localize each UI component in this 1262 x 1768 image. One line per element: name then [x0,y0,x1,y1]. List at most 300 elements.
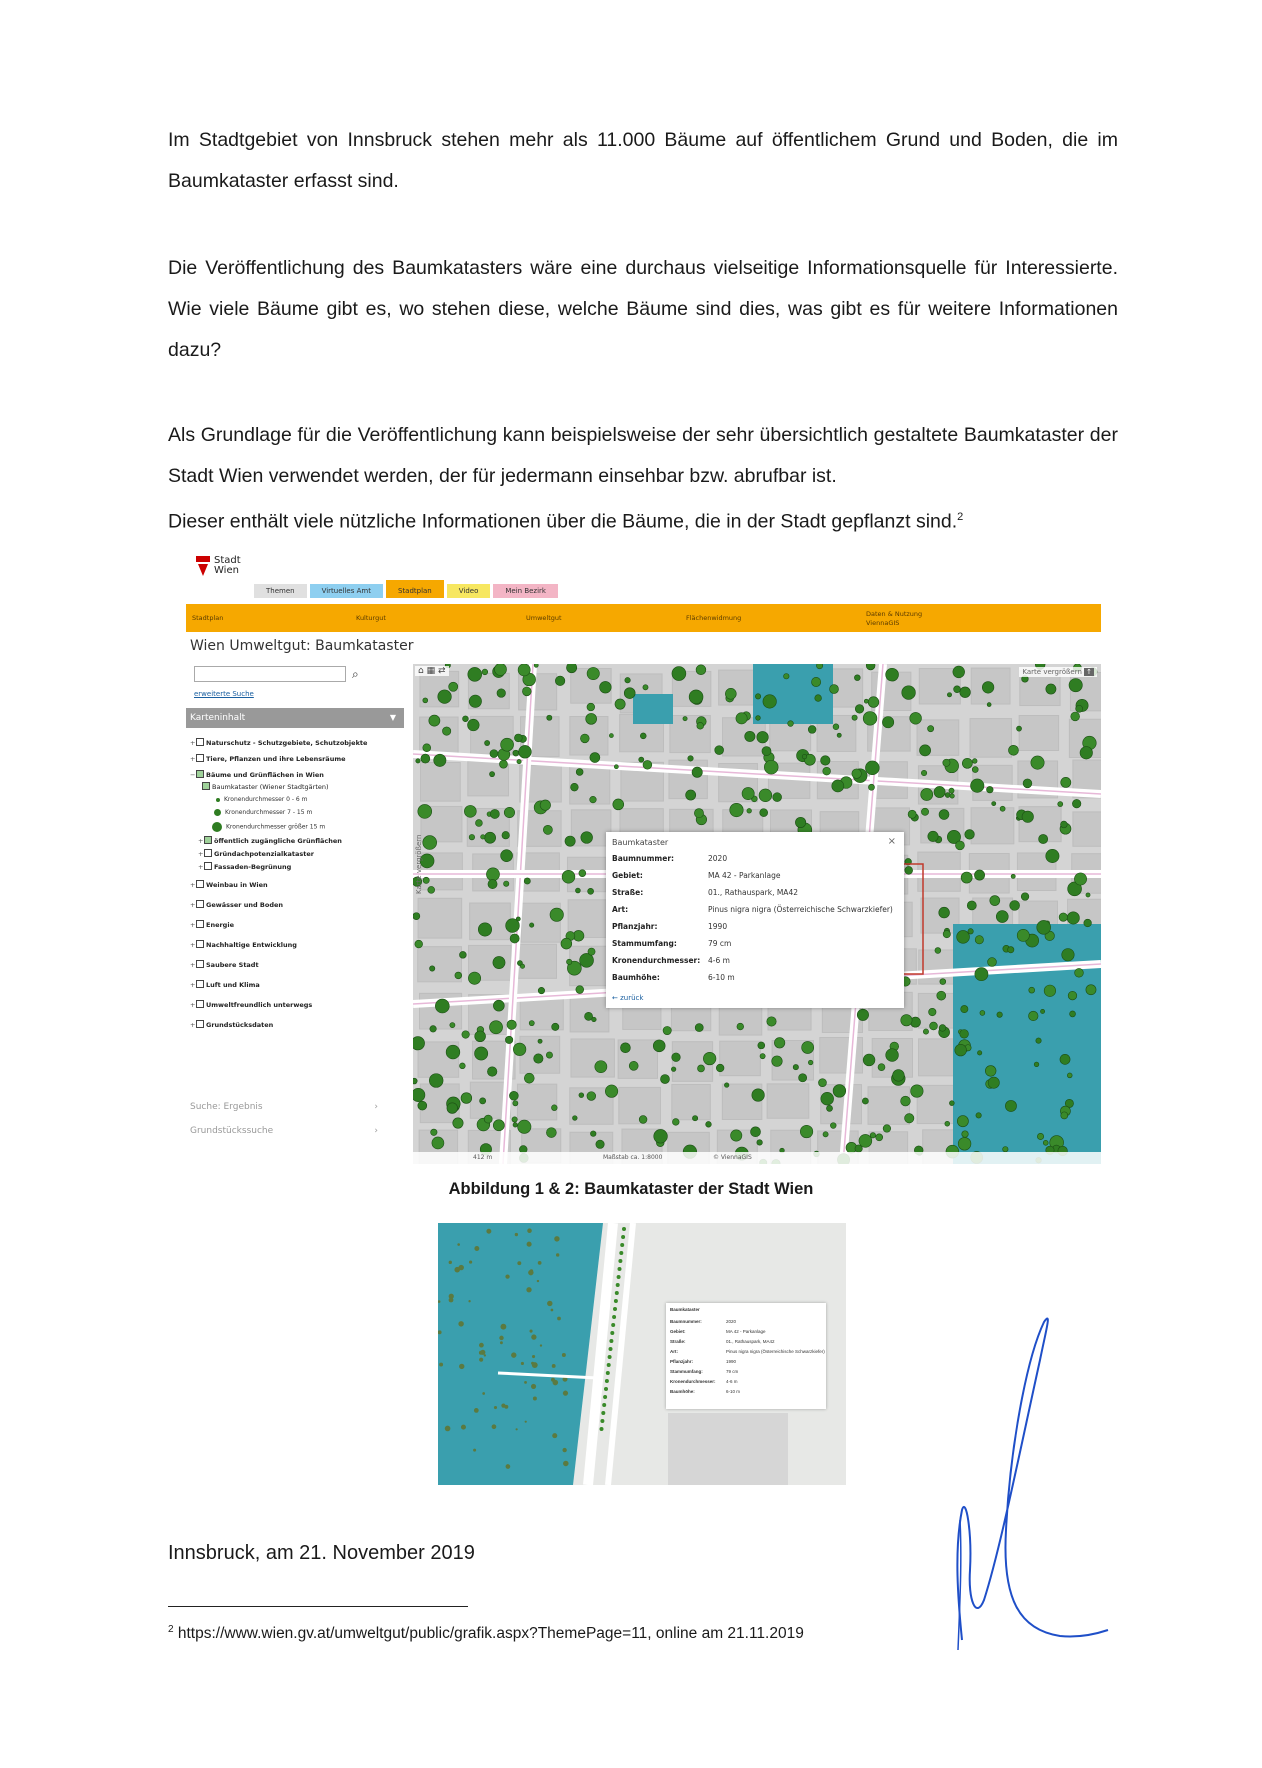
tree-marker [737,1023,744,1030]
popup-key: Pflanzjahr: [612,922,658,931]
tree-marker [490,809,499,818]
mini-row [670,1349,825,1354]
tree-marker [413,913,420,920]
tree-marker [462,1031,470,1039]
tree-marker [590,796,597,803]
tree-marker [908,810,916,818]
tree-marker [617,1275,621,1279]
tree-marker [1069,679,1082,692]
tree-marker [694,809,703,818]
popup-value: 79 cm [708,939,732,948]
logo-line-2: Wien [214,565,239,576]
tree-marker [563,1391,568,1396]
tree-marker [605,1085,617,1097]
tree-marker [500,1324,506,1330]
building-block [919,1039,958,1076]
mini-value: MA 42 - Parkanlage [726,1329,766,1334]
layer-naturschutz[interactable]: + Naturschutz - Schutzgebiete, Schutzobjekte [190,739,368,747]
figure-caption: Abbildung 1 & 2: Baumkataster der Stadt Wien [448,1180,814,1198]
tree-marker [464,805,476,817]
tree-marker [982,682,994,694]
tree-marker [532,1355,535,1358]
tree-marker [950,794,954,798]
layer-label: Naturschutz - Schutzgebiete, Schutzobjekte [206,739,368,747]
arrows-icon[interactable]: ⇄ [437,666,446,676]
tree-marker [423,836,437,850]
layer-umweltfreundlich[interactable]: + Umweltfreundlich unterwegs [190,1001,313,1009]
tree-marker [689,690,703,704]
tree-marker [547,1301,552,1306]
tree-marker [413,1088,425,1101]
tree-marker [531,1334,536,1339]
building-block [919,950,957,984]
tree-marker [502,831,509,838]
tree-marker [604,1387,608,1391]
nav-umweltgut[interactable]: Umweltgut [526,614,562,622]
building-block [517,1084,556,1120]
tree-marker [579,1093,584,1098]
layer-baeume[interactable]: − Bäume und Grünflächen in Wien [190,771,324,779]
tree-marker [519,745,532,758]
tree-marker [435,999,449,1013]
tree-marker [866,664,875,670]
tree-marker [1067,912,1079,924]
layer-label: Energie [206,921,234,929]
tree-marker [863,711,877,725]
tree-marker [757,731,769,743]
tree-marker [821,756,830,765]
tree-marker [934,786,945,797]
layer-label: Fassaden-Begrünung [214,863,292,871]
grid-icon[interactable]: ▦ [426,666,436,676]
layer-nachhaltig[interactable]: + Nachhaltige Entwicklung [190,941,297,949]
screenshot-title: Wien Umweltgut: Baumkataster [190,638,414,654]
tree-marker [513,1043,526,1056]
tree-marker [947,693,951,697]
tree-marker [609,734,613,738]
tree-marker [960,687,971,698]
tree-marker [520,964,524,968]
tab-mein-bezirk[interactable]: Mein Bezirk [493,584,558,598]
tree-marker [429,715,440,726]
tree-marker [672,667,686,681]
tree-marker [546,1128,556,1138]
tree-marker [859,1134,872,1147]
tab-stadtplan[interactable]: Stadtplan [386,580,444,598]
tree-marker [585,1012,593,1020]
tree-marker [663,1026,671,1034]
tree-marker [629,1061,638,1070]
tree-marker [620,1043,630,1053]
place-and-date: Innsbruck, am 21. November 2019 [168,1542,475,1564]
tree-marker [514,734,522,742]
tree-marker [1008,745,1018,755]
tree-marker [556,1253,559,1256]
tree-marker [576,986,584,994]
tree-marker [518,664,530,676]
mini-value: 4-6 m [726,1379,738,1384]
map-side-tab[interactable]: Karte vergrößern [415,834,423,894]
building-block [418,898,462,938]
tree-marker [1080,747,1092,759]
tree-marker [499,760,507,768]
tree-marker [482,1392,485,1395]
tree-marker [736,713,747,724]
tree-marker [953,666,965,678]
tree-marker [534,664,538,667]
tree-marker [499,1336,503,1340]
tree-marker [808,1060,813,1065]
tree-marker [882,717,893,728]
building-block [1073,812,1101,846]
tree-marker [506,1464,511,1469]
tab-video[interactable]: Video [447,584,491,598]
tree-marker [971,779,984,792]
tree-marker [1060,1054,1070,1064]
water-area [753,664,833,724]
tree-marker [1086,985,1096,995]
tree-marker [985,1066,996,1077]
tree-marker [639,757,644,762]
tree-marker [480,1350,485,1355]
tree-marker [972,767,978,773]
tree-marker [461,1425,466,1430]
tree-marker [479,1343,484,1348]
tree-marker [686,790,696,800]
tree-marker [692,767,702,777]
tree-marker [429,1074,443,1088]
tree-marker [852,715,857,720]
tree-marker [886,1049,899,1062]
tree-marker [923,1029,928,1034]
layer-gruendach[interactable]: + Gründachpotenzialkataster [198,850,314,858]
tree-marker [563,1461,569,1467]
popup-value: 2020 [708,854,728,863]
tree-marker [1031,756,1044,769]
close-icon[interactable]: × [887,836,896,847]
popup-title: Baumkataster [612,838,669,847]
map-enlarge-button[interactable] [1019,667,1097,677]
tree-marker [614,765,618,769]
tree-marker [622,1227,626,1231]
tree-marker [614,1299,618,1303]
tree-marker [706,1121,712,1127]
tree-marker [692,1116,697,1121]
tree-marker [760,809,768,817]
layer-luft[interactable]: + Luft und Klima [190,981,260,989]
tree-marker [763,695,776,708]
tree-marker [586,713,597,724]
tree-marker [1011,874,1015,878]
tree-marker [538,987,544,993]
tree-marker [755,694,760,699]
tree-marker [469,1261,472,1264]
tree-marker [413,1078,417,1084]
tree-marker [802,1041,814,1053]
tree-marker [562,1353,566,1357]
paragraph-2: Die Veröffentlichung des Baumkatasters wäre eine durchaus vielseitige Informationsquelle für Interessierte. Wie viele Bäume gibt es, wo stehen diese, welche Bäume sind dies, was gibt es für weitere Informationen dazu? [168,257,1118,361]
mini-key: Stammumfang: [670,1369,703,1374]
tree-marker [725,688,736,699]
search-input[interactable] [194,666,346,682]
tree-marker [1046,849,1059,862]
tree-marker [878,1064,885,1071]
building-block [568,900,606,938]
tree-marker [608,1355,612,1359]
search-result-link[interactable] [190,1102,390,1112]
tree-marker [731,1130,742,1141]
tree-marker [945,1121,950,1126]
tree-marker [793,1064,798,1069]
tree-marker [935,948,941,954]
footnote-divider [168,1606,468,1607]
tree-marker [957,1116,968,1127]
tree-marker [943,930,950,937]
map-enlarge-label: Karte vergrößern [1022,668,1082,676]
tree-marker [639,1116,647,1124]
tree-marker [660,1075,669,1084]
tree-marker [428,886,435,893]
tree-marker [762,747,771,756]
tree-marker [447,1103,458,1114]
layer-grundstueck[interactable]: + Grundstücksdaten [190,1021,274,1029]
scale-ratio: Maßstab ca. 1:8000 [603,1154,663,1161]
tree-marker [784,673,790,679]
layer-label: Saubere Stadt [206,961,259,969]
tree-marker [1060,821,1067,828]
tree-marker [511,1352,516,1357]
tree-marker [747,808,752,813]
tree-marker [434,754,446,766]
tree-marker [1021,893,1029,901]
tree-marker [1016,726,1021,731]
panel-header[interactable] [186,708,404,728]
tree-marker [752,1089,765,1102]
back-link[interactable]: ← zurück [612,994,644,1002]
tree-marker [823,1132,828,1137]
search-icon[interactable]: ⌕ [352,666,359,681]
tree-marker [730,803,744,817]
tree-marker [468,1300,470,1302]
tree-marker [883,1125,891,1133]
tree-marker [455,972,462,979]
tree-marker [505,1036,512,1043]
tree-marker [716,1064,724,1072]
mini-row [670,1369,739,1374]
tree-marker [958,1137,971,1150]
tree-marker [572,1116,577,1121]
tree-marker [943,759,950,766]
tree-marker [581,832,593,844]
tree-marker [954,686,961,693]
layer-baumkataster[interactable] [202,782,329,791]
tree-marker [1010,901,1020,911]
tree-marker [518,1120,531,1133]
tree-marker [475,1047,488,1060]
sidebar [186,656,406,1156]
nav-daten-nutzung[interactable]: Daten & Nutzung [866,610,923,618]
layer-energie[interactable]: + Energie [190,921,234,929]
tree-marker [695,1024,703,1032]
arrow-up-icon: ↑ [1086,668,1092,676]
building-block [971,808,1014,844]
layer-label: Tiere, Pflanzen und ihre Lebensräume [206,755,346,763]
tree-marker [715,746,724,755]
tree-marker [516,1428,518,1430]
mini-row [670,1379,738,1384]
popup-key: Straße: [612,888,644,897]
tree-marker [596,1140,604,1148]
paragraph-4 [168,497,1118,543]
tree-marker [497,689,506,698]
tree-marker [475,1031,486,1042]
tree-marker [459,1364,464,1369]
tree-marker [1074,873,1086,885]
tree-marker [852,769,861,778]
tree-marker [988,1077,999,1088]
map-tools[interactable] [415,666,449,676]
side-label: Grundstückssuche [190,1126,274,1136]
legend-label: Kronendurchmesser 7 - 15 m [225,809,313,816]
tree-marker [537,1280,539,1282]
building-block [1019,716,1058,751]
tree-marker [512,1117,517,1122]
tree-info-popup [606,832,904,1008]
tree-marker [540,800,550,810]
layer-gruenflaechen[interactable]: + öffentlich zugängliche Grünflächen [198,837,342,845]
legend-label: Kronendurchmesser größer 15 m [226,823,326,831]
nav-stadtplan[interactable]: Stadtplan [192,614,224,622]
tree-marker [905,1114,914,1123]
tree-marker [527,1242,532,1247]
home-icon[interactable]: ⌂ [418,666,424,676]
tree-marker [688,756,693,761]
tree-marker [833,724,839,730]
popup-key: Stammumfang: [612,939,677,948]
tree-marker [510,934,519,943]
tree-marker [697,722,704,729]
layer-label: Umweltfreundlich unterwegs [206,1001,313,1009]
tree-marker [756,716,761,721]
tree-marker [870,1133,875,1138]
tree-marker [513,750,519,756]
layer-tiere[interactable]: + Tiere, Pflanzen und ihre Lebensräume [190,755,346,763]
tab-virtuelles-amt[interactable]: Virtuelles Amt [310,584,383,598]
tree-marker [671,1067,676,1072]
tree-marker [962,758,972,768]
building-block [720,1041,761,1076]
tree-marker [683,717,687,721]
tree-marker [977,1051,981,1055]
tree-marker [438,690,452,704]
chevron-right-icon: › [374,1126,378,1136]
mini-key: Straße: [670,1339,686,1344]
mini-title-text: Baumkataster [670,1307,700,1312]
tree-marker [821,1092,834,1105]
footnote [168,1624,804,1643]
tree-marker [605,1379,609,1383]
tree-marker [430,966,435,971]
grundstueck-search-link[interactable] [190,1126,390,1136]
nav-flaechenwidmung[interactable]: Flächenwidmung [686,614,742,622]
layer-gewaesser[interactable]: + Gewässer und Boden [190,901,284,909]
popup-value: 01., Rathauspark, MA42 [708,888,798,897]
tree-marker [538,1039,542,1043]
tab-themen[interactable]: Themen [254,584,307,598]
tree-marker [972,759,977,764]
tree-marker [863,1054,875,1066]
building-block [672,1084,711,1119]
tree-marker [616,1283,620,1287]
tree-marker [1068,991,1077,1000]
tree-marker [431,1129,437,1135]
tree-marker [524,1073,534,1083]
tree-marker [547,715,552,720]
tree-marker [607,1363,611,1367]
tree-marker [760,1054,765,1059]
tree-marker [610,1331,614,1335]
tree-marker [449,682,458,691]
tree-marker [957,930,970,943]
tree-marker [479,1358,483,1362]
advanced-search-link[interactable]: erweiterte Suche [194,690,254,698]
tree-marker [504,881,509,886]
tree-marker [458,1321,463,1326]
tree-marker [974,870,984,880]
tree-marker [832,780,844,792]
tree-marker [939,907,950,918]
tree-marker [480,1098,486,1104]
footnote-ref: 2 [957,511,964,523]
tree-marker [886,668,899,681]
tree-marker [988,958,997,967]
nav-viennagis[interactable]: ViennaGIS [866,619,900,627]
tree-marker [413,1037,425,1050]
tree-marker [1076,705,1083,712]
tree-marker [1043,1140,1048,1145]
tree-marker [1023,779,1032,788]
tree-marker [643,685,648,690]
tree-marker [538,1261,542,1265]
tree-marker [418,804,432,818]
tree-marker [949,788,954,793]
map-view[interactable] [413,664,1101,1164]
tree-marker [430,1026,437,1033]
tree-marker [552,1023,559,1030]
tree-marker [473,1449,476,1452]
tree-marker [468,972,480,984]
tree-marker [1086,893,1090,897]
layer-fassaden[interactable]: + Fassaden-Begrünung [198,863,292,871]
tree-marker [600,681,612,693]
chevron-right-icon: › [374,1102,378,1112]
nav-kulturgut[interactable]: Kulturgut [356,614,386,622]
tree-marker [773,793,782,802]
layer-weinbau[interactable]: + Weinbau in Wien [190,881,268,889]
tree-marker [474,1246,479,1251]
tree-marker [698,1065,705,1072]
tree-marker [823,767,831,775]
tree-marker [928,726,934,732]
tree-marker [445,1426,451,1432]
tree-marker [764,760,778,774]
tree-marker [815,695,822,702]
layer-sauber[interactable]: + Saubere Stadt [190,961,259,969]
tree-marker [461,1093,472,1104]
tree-marker [1070,1011,1076,1017]
tree-marker [1037,920,1051,934]
tree-marker [868,697,879,708]
